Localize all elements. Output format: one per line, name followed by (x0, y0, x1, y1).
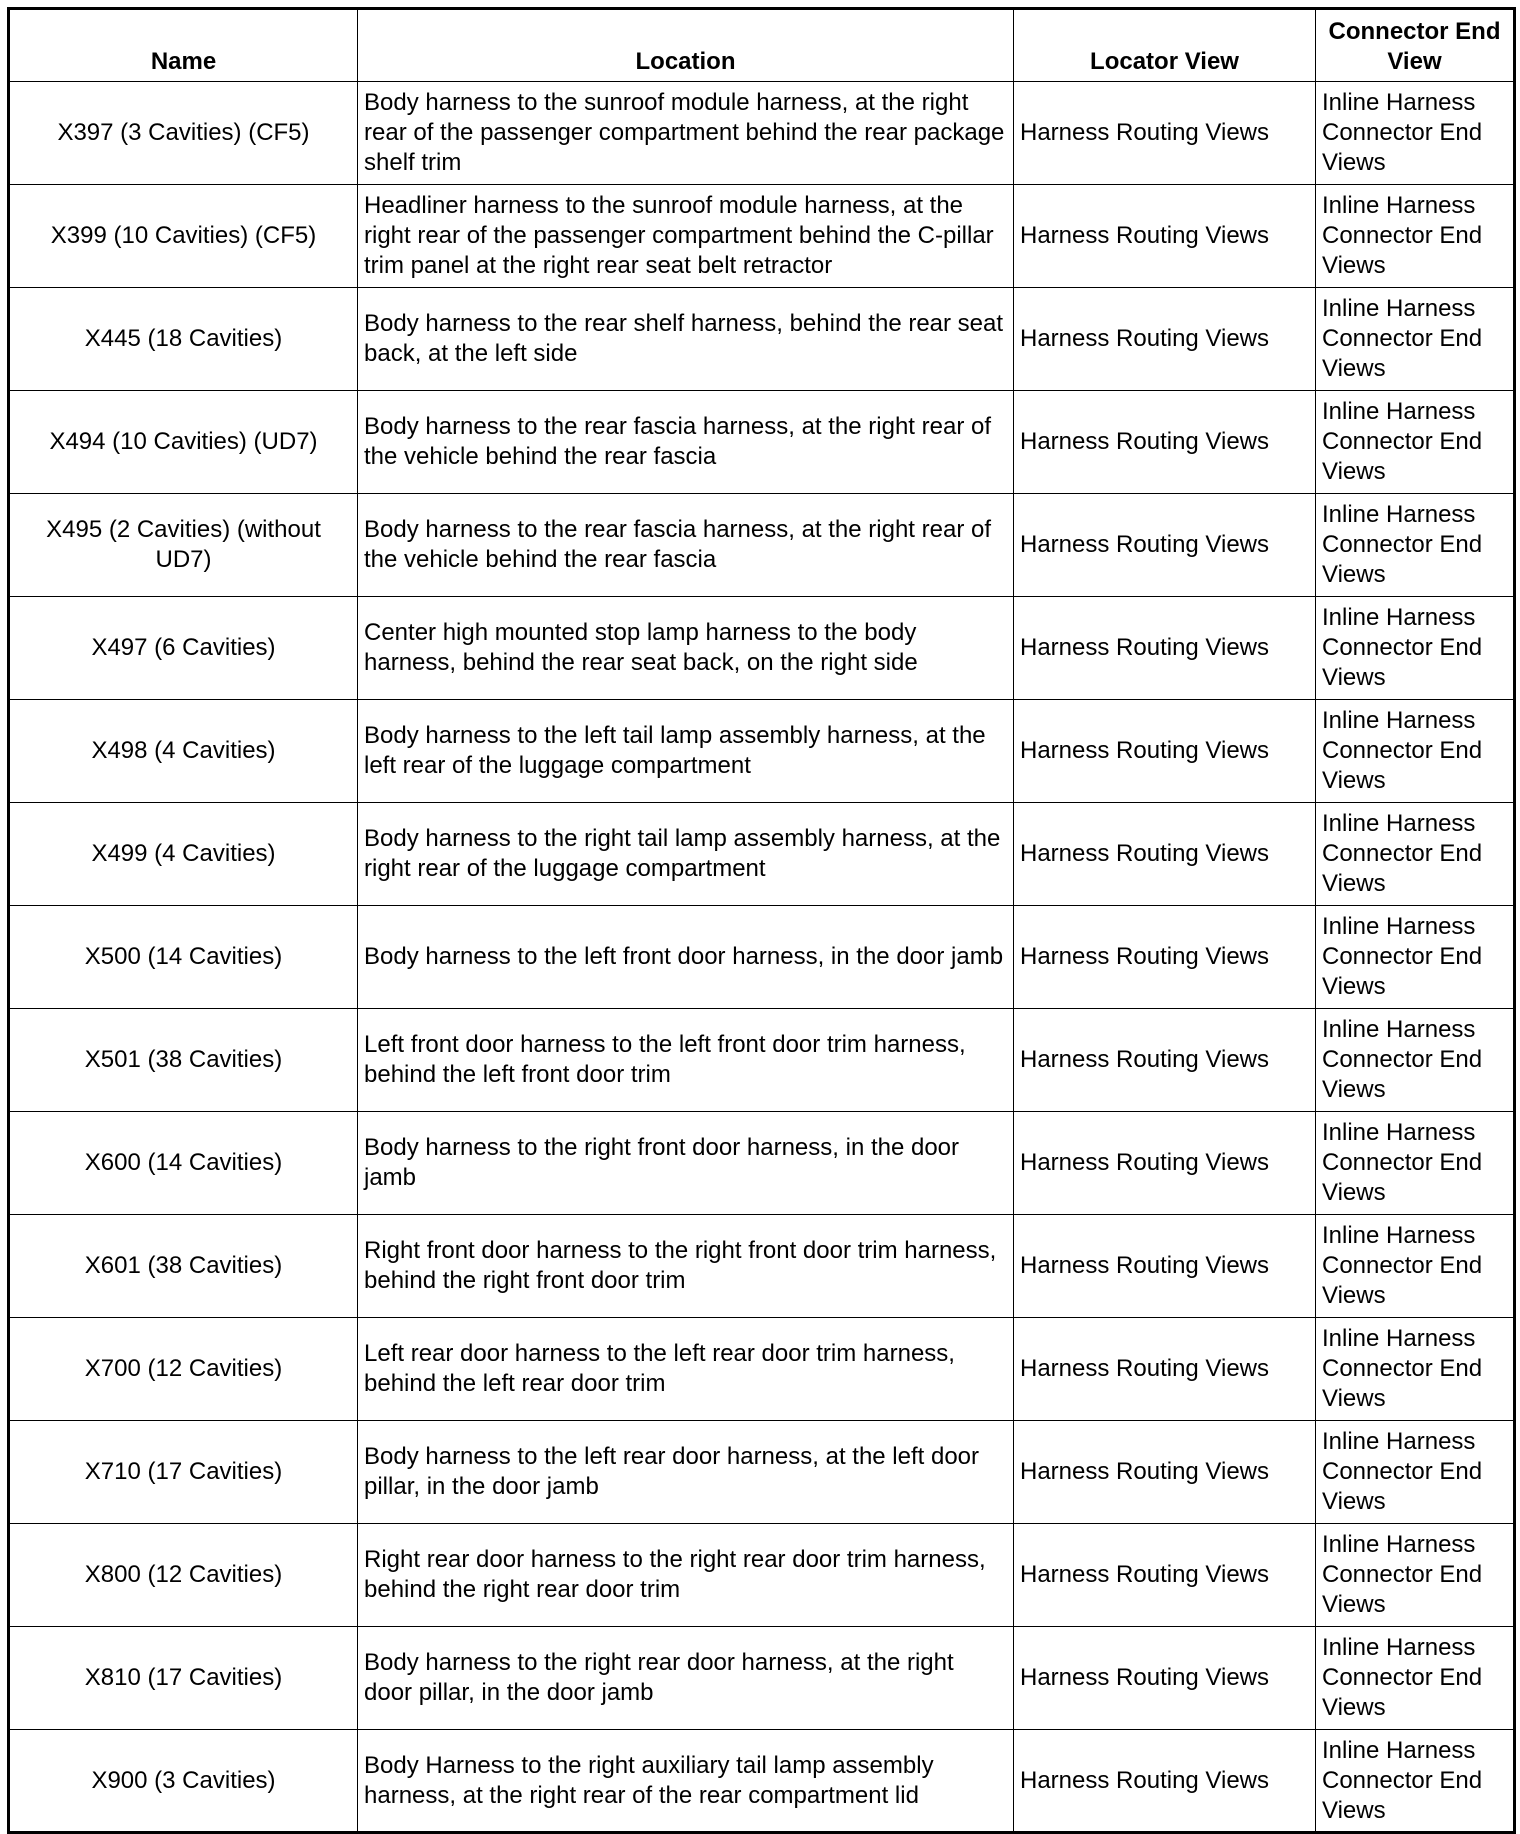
table-row (9, 1009, 1515, 1112)
connector-end-view-link[interactable]: Inline Harness Connector End Views (1316, 1009, 1515, 1112)
connector-name-cell: X710 (17 Cavities) (9, 1421, 358, 1524)
table-row (9, 1421, 1515, 1524)
connector-end-view-link[interactable]: Inline Harness Connector End Views (1316, 803, 1515, 906)
table-row (9, 803, 1515, 906)
locator-view-link[interactable]: Harness Routing Views (1014, 1730, 1316, 1833)
locator-view-link[interactable]: Harness Routing Views (1014, 185, 1316, 288)
locator-view-link[interactable]: Harness Routing Views (1014, 1112, 1316, 1215)
locator-view-link[interactable]: Harness Routing Views (1014, 391, 1316, 494)
connector-end-view-link[interactable]: Inline Harness Connector End Views (1316, 1524, 1515, 1627)
table-row (9, 391, 1515, 494)
locator-view-link[interactable]: Harness Routing Views (1014, 82, 1316, 185)
connector-name-cell: X499 (4 Cavities) (9, 803, 358, 906)
locator-view-link[interactable]: Harness Routing Views (1014, 1524, 1316, 1627)
connector-end-view-link[interactable]: Inline Harness Connector End Views (1316, 1421, 1515, 1524)
locator-view-link[interactable]: Harness Routing Views (1014, 1215, 1316, 1318)
location-cell: Headliner harness to the sunroof module harness, at the right rear of the passenger compartment behind the C-pillar trim panel at the right rear seat belt retractor (358, 185, 1014, 288)
location-cell: Left front door harness to the left front door trim harness, behind the left front door trim (358, 1009, 1014, 1112)
location-cell: Body harness to the rear shelf harness, behind the rear seat back, at the left side (358, 288, 1014, 391)
locator-view-link[interactable]: Harness Routing Views (1014, 1627, 1316, 1730)
table-body (9, 82, 1515, 1833)
locator-view-link[interactable]: Harness Routing Views (1014, 1421, 1316, 1524)
location-cell: Body harness to the right rear door harness, at the right door pillar, in the door jamb (358, 1627, 1014, 1730)
connector-end-view-link[interactable]: Inline Harness Connector End Views (1316, 82, 1515, 185)
location-cell: Right rear door harness to the right rear door trim harness, behind the right rear door trim (358, 1524, 1014, 1627)
connector-name-cell: X497 (6 Cavities) (9, 597, 358, 700)
header-locator-view: Locator View (1014, 9, 1316, 82)
connector-table (7, 7, 1516, 1834)
location-cell: Body harness to the right tail lamp assembly harness, at the right rear of the luggage compartment (358, 803, 1014, 906)
locator-view-link[interactable]: Harness Routing Views (1014, 494, 1316, 597)
table-row (9, 288, 1515, 391)
location-cell: Body harness to the rear fascia harness, at the right rear of the vehicle behind the rear fascia (358, 391, 1014, 494)
connector-end-view-link[interactable]: Inline Harness Connector End Views (1316, 1627, 1515, 1730)
connector-end-view-link[interactable]: Inline Harness Connector End Views (1316, 1112, 1515, 1215)
table-row (9, 597, 1515, 700)
connector-end-view-link[interactable]: Inline Harness Connector End Views (1316, 185, 1515, 288)
table-row (9, 700, 1515, 803)
table-row (9, 185, 1515, 288)
table-row (9, 906, 1515, 1009)
connector-end-view-link[interactable]: Inline Harness Connector End Views (1316, 597, 1515, 700)
location-cell: Center high mounted stop lamp harness to the body harness, behind the rear seat back, on the right side (358, 597, 1014, 700)
location-cell: Left rear door harness to the left rear door trim harness, behind the left rear door trim (358, 1318, 1014, 1421)
connector-name-cell: X810 (17 Cavities) (9, 1627, 358, 1730)
connector-name-cell: X900 (3 Cavities) (9, 1730, 358, 1833)
table-header-row (9, 9, 1515, 82)
connector-name-cell: X501 (38 Cavities) (9, 1009, 358, 1112)
location-cell: Right front door harness to the right front door trim harness, behind the right front door trim (358, 1215, 1014, 1318)
locator-view-link[interactable]: Harness Routing Views (1014, 906, 1316, 1009)
connector-name-cell: X500 (14 Cavities) (9, 906, 358, 1009)
locator-view-link[interactable]: Harness Routing Views (1014, 803, 1316, 906)
location-cell: Body harness to the left front door harness, in the door jamb (358, 906, 1014, 1009)
table-row (9, 82, 1515, 185)
table-row (9, 1318, 1515, 1421)
table-row (9, 1112, 1515, 1215)
connector-name-cell: X494 (10 Cavities) (UD7) (9, 391, 358, 494)
connector-end-view-link[interactable]: Inline Harness Connector End Views (1316, 906, 1515, 1009)
table-row (9, 1627, 1515, 1730)
connector-end-view-link[interactable]: Inline Harness Connector End Views (1316, 494, 1515, 597)
connector-end-view-link[interactable]: Inline Harness Connector End Views (1316, 700, 1515, 803)
connector-end-view-link[interactable]: Inline Harness Connector End Views (1316, 1730, 1515, 1833)
connector-name-cell: X800 (12 Cavities) (9, 1524, 358, 1627)
locator-view-link[interactable]: Harness Routing Views (1014, 1009, 1316, 1112)
table-row (9, 1730, 1515, 1833)
connector-end-view-link[interactable]: Inline Harness Connector End Views (1316, 288, 1515, 391)
connector-name-cell: X495 (2 Cavities) (without UD7) (9, 494, 358, 597)
location-cell: Body harness to the left tail lamp assembly harness, at the left rear of the luggage compartment (358, 700, 1014, 803)
connector-name-cell: X399 (10 Cavities) (CF5) (9, 185, 358, 288)
table-row (9, 494, 1515, 597)
connector-name-cell: X397 (3 Cavities) (CF5) (9, 82, 358, 185)
connector-end-view-link[interactable]: Inline Harness Connector End Views (1316, 1318, 1515, 1421)
table-row (9, 1215, 1515, 1318)
header-name: Name (9, 9, 358, 82)
connector-name-cell: X601 (38 Cavities) (9, 1215, 358, 1318)
connector-name-cell: X600 (14 Cavities) (9, 1112, 358, 1215)
connector-table-sheet (7, 7, 1513, 1824)
table-row (9, 1524, 1515, 1627)
locator-view-link[interactable]: Harness Routing Views (1014, 288, 1316, 391)
connector-end-view-link[interactable]: Inline Harness Connector End Views (1316, 391, 1515, 494)
locator-view-link[interactable]: Harness Routing Views (1014, 700, 1316, 803)
header-location: Location (358, 9, 1014, 82)
connector-end-view-link[interactable]: Inline Harness Connector End Views (1316, 1215, 1515, 1318)
location-cell: Body harness to the sunroof module harness, at the right rear of the passenger compartment behind the rear package shelf trim (358, 82, 1014, 185)
location-cell: Body harness to the left rear door harness, at the left door pillar, in the door jamb (358, 1421, 1014, 1524)
location-cell: Body Harness to the right auxiliary tail lamp assembly harness, at the right rear of the rear compartment lid (358, 1730, 1014, 1833)
connector-name-cell: X445 (18 Cavities) (9, 288, 358, 391)
locator-view-link[interactable]: Harness Routing Views (1014, 597, 1316, 700)
location-cell: Body harness to the rear fascia harness, at the right rear of the vehicle behind the rear fascia (358, 494, 1014, 597)
location-cell: Body harness to the right front door harness, in the door jamb (358, 1112, 1014, 1215)
header-connector-end-view: Connector End View (1316, 9, 1515, 82)
connector-name-cell: X498 (4 Cavities) (9, 700, 358, 803)
locator-view-link[interactable]: Harness Routing Views (1014, 1318, 1316, 1421)
connector-name-cell: X700 (12 Cavities) (9, 1318, 358, 1421)
